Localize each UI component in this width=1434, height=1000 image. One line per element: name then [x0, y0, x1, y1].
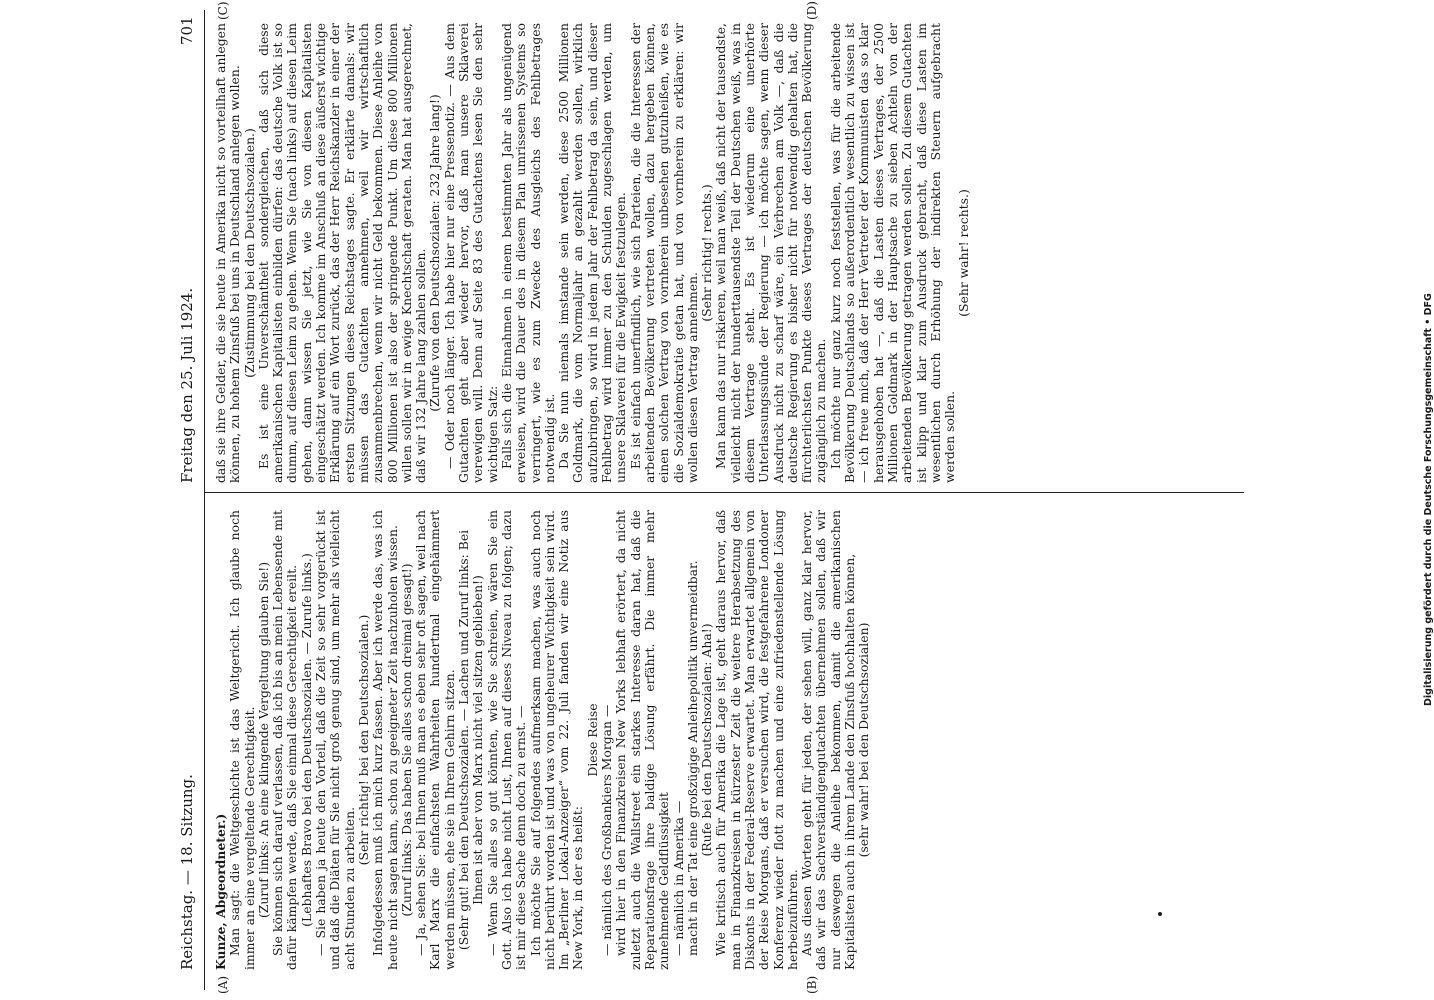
interjection: (Zuruf links: Das haben Sie alles schon dreimal gesagt!): [398, 563, 414, 917]
left-column: [214, 510, 872, 970]
rotated-page: [100, 0, 1300, 1000]
paragraph: Sie können sich darauf verlassen, daß ich bis an mein Lebensende mit dafür kämpfen werde, daß Sie einmal diese Gerechtigkeit ereilt.: [270, 510, 300, 970]
paragraph: — nämlich in Amerika —: [670, 800, 686, 956]
paragraph: — Sie haben ja heute den Vorteil, daß die Zeit so sehr vorgerückt ist und daß die Diäten für Sie nicht groß genug sind, um mehr als vielleicht acht Stunden zu arbeiten.: [313, 510, 357, 970]
dfg-credit-text: Digitalisierung gefördert durch die Deutsche Forschungsgemeinschaft • DFG: [1423, 293, 1434, 706]
paragraph: — Ja, sehen Sie: bei Ihnen muß man es eben sehr oft sagen, weil nach Karl Marx die einfachsten Wahrheiten hundertmal eingehämmert werden müssen, ehe sie in Ihrem Gehirn sitzen.: [413, 510, 457, 970]
quote: Wie kritisch auch für Amerika die Lage ist, geht daraus hervor, daß man in Finanzkreisen in kürzester Zeit die weitere Herabsetzung des Diskonts in der Federal-Reserve erwartet. Man erwartet allgemein von der Reise Morgans, daß er versuchen wird, die festgefahrene Londoner Konferenz wieder flott zu machen und eine zufriedenstellende Lösung herbeizuführen.: [713, 510, 800, 970]
interjection: (Rufe bei den Deutschsozialen: Aha!): [699, 623, 715, 857]
dfg-credit: [1423, 6, 1434, 706]
quote: Falls sich die Einnahmen in einem bestimmten Jahr als ungenügend erweisen, wird die Dauer des in diesem Plan umrissenen Systems so verringert, wie es zum Zwecke des Ausgleichs des Fehlbetrages notwendig ist.: [498, 23, 557, 483]
interjection: (Zuruf links: An eine klingende Vergeltung glauben Sie!): [255, 561, 271, 919]
margin-mark-a: (A): [216, 975, 230, 994]
interjection: (Lebhaftes Bravo bei den Deutschsozialen. — Zurufe links.): [298, 553, 314, 927]
paragraph: — Wenn Sie alles so gut könnten, wie Sie schreien, wären Sie ein Gott. Also ich habe nicht Lust, Ihnen auf dieses Niveau zu folgen; dazu ist mir diese Sache denn doch zu ernst. —: [484, 510, 529, 970]
ink-spot: [1158, 912, 1162, 916]
paragraph: — Oder noch länger. Ich habe hier nur eine Pressenotiz. — Aus dem Gutachten geht aber wieder hervor, daß man unsere Sklaverei verewigen will. Denn auf Seite 83 des Gutachtens lesen Sie den sehr wichtigen Satz:: [441, 23, 500, 483]
interjection: (Zurufe von den Deutschsozialen: 232 Jahre lang!): [427, 94, 443, 412]
column-divider: [204, 492, 1244, 493]
header-session: Reichstag. — 18. Sitzung.: [178, 774, 196, 970]
paragraph: Man kann das nur riskieren, weil man weiß, daß nicht der tausendste, vielleicht nicht der hunderttausendste Teil der Deutschen weiß, was in diesem Vertrage steht. Es ist wiederum eine unerhörte Unterlassungssünde der Regierung — ich möchte sagen, wenn dieser Ausdruck nicht zu scharf wäre, ein Verbrechen am Volk —, daß die deutsche Regierung es bisher nicht für notwendig gehalten hat, die fürchterlichsten Punkte dieses Vertrages der deutschen Bevölkerung zugänglich zu machen.: [713, 23, 829, 483]
paragraph: daß sie ihre Gelder, die sie heute in Amerika nicht so vorteilhaft anlegen können, zu hohem Zinsfuß bei uns in Deutschland anlegen wollen.: [213, 23, 243, 483]
page-number: 701: [178, 16, 196, 45]
paragraph: Aus diesen Worten geht für jeden, der sehen will, ganz klar hervor, daß wir das Sachverständigengutachten übernehmen sollen, daß wir nur deswegen die Anleihe bekommen, damit die amerikanischen Kapitalisten auch in ihrem Lande den Zinsfuß hochhalten können,: [799, 510, 858, 970]
quote: macht in der Tat eine großzügige Anleihepolitik unvermeidbar.: [684, 560, 700, 956]
paragraph: Da Sie nun niemals imstande sein werden, diese 2500 Millionen Goldmark, die vom Normaljahr an gezahlt werden sollen, wirklich aufzubringen, so wird in jedem Jahr der Fehlbetrag da sein, und dieser Fehlbetrag wird immer zu den Schulden zugeschlagen werden, um unsere Sklaverei für die Ewigkeit festzulegen.: [556, 23, 629, 483]
interjection: (Sehr wahr! rechts.): [956, 189, 972, 317]
header-date: Freitag den 25. Juli 1924.: [178, 287, 196, 483]
interjection: (sehr wahr! bei den Deutschsozialen): [856, 622, 872, 858]
paragraph: Es ist eine Unverschämtheit sondergleichen, daß sich diese amerikanischen Kapitalisten einbilden dürfen: das deutsche Volk ist so dumm, auf diesen Leim zu gehen. Wenn Sie (nach links) auf diesen Leim gehen, dann wissen Sie jetzt, wie Sie von diesen Kapitalisten eingeschätzt werden. Ich komme im Anschluß an diese äußerst wichtige Erklärung auf ein Wort zurück, das der Herr Reichskanzler in einer der ersten Sitzungen dieses Reichstages sagte. Er erklärte damals: wir müssen das Gutachten annehmen, weil wir wirtschaftlich zusammenbrechen, wenn wir nicht Geld bekommen. Diese Anleihe von 800 Millionen ist also der springende Punkt. Um diese 800 Millionen willen sollen wir in ewige Knechtschaft geraten. Man hat ausgerechnet, daß wir 132 Jahre lang zahlen sollen.: [255, 23, 429, 483]
paragraph: Ich möchte Sie auf folgendes aufmerksam machen, was auch noch nicht berührt worden ist und was von ungeheurer Wichtigkeit sein wird. Im „Berliner Lokal-Anzeiger“ vom 22. Juli fanden wir eine Notiz aus New York, in der es heißt:: [527, 510, 586, 970]
header-rule: [204, 10, 205, 990]
margin-mark-c: (C): [216, 1, 230, 20]
margin-mark-d: (D): [805, 1, 819, 20]
paragraph: Man sagt: die Weltgeschichte ist das Weltgericht. Ich glaube noch immer an eine vergeltende Gerechtigkeit.: [227, 510, 257, 970]
speaker-name: Kunze, Abgeordneter.): [213, 813, 228, 970]
quote: wird hier in den Finanzkreisen New Yorks lebhaft erörtert, da nicht zuletzt auch die Wallstreet ein starkes Interesse daran hat, daß die Reparationsfrage ihre baldige Lösung erfährt. Die immer mehr zunehmende Geldflüssigkeit: [613, 510, 672, 970]
paragraph: — nämlich des Großbankiers Morgan —: [599, 704, 615, 956]
interjection: (Sehr richtig! bei den Deutschsozialen.): [355, 614, 371, 866]
interjection: (Sehr gut! bei den Deutschsozialen. — Lachen und Zuruf links: Bei Ihnen ist aber von Marx nicht viel sitzen geblieben!): [456, 529, 486, 951]
interjection: (Zustimmung bei den Deutschsozialen.): [241, 128, 257, 378]
right-column: [214, 23, 972, 483]
quote-line: Diese Reise: [584, 703, 600, 777]
paragraph: Es ist einfach unerfindlich, wie sich Parteien, die die Interessen der arbeitenden Bevölkerung vertreten wollen, dazu hergeben können, einen solchen Vertrag von vornherein unbesehen gutzuheißen, wie es die Sozialdemokratie getan hat, und von vornherein zu erklären: wir wollen diesen Vertrag annehmen.: [627, 23, 700, 483]
margin-mark-b: (B): [805, 975, 819, 994]
paragraph: Infolgedessen muß ich mich kurz fassen. Aber ich werde das, was ich heute nicht sagen kann, schon zu geeigneter Zeit nachzuholen wissen.: [370, 510, 400, 970]
interjection: (Sehr richtig! rechts.): [699, 184, 715, 322]
page-header: [178, 0, 202, 1000]
paragraph: Ich möchte nur ganz kurz noch feststellen, was für die arbeitende Bevölkerung Deutschlands so außerordentlich wesentlich zu wissen ist — ich freue mich, daß der Herr Vertreter der Kommunisten das so klar herausgehoben hat —, daß die Lasten dieses Vertrages, der 2500 Millionen Goldmark in der Hauptsache zu sieben Achteln von der arbeitenden Bevölkerung getragen werden sollen. Zu diesem Gutachten ist klipp und klar zum Ausdruck gebracht, daß diese Lasten im wesentlichen durch Erhöhung der indirekten Steuern aufgebracht werden sollen.: [827, 23, 958, 483]
